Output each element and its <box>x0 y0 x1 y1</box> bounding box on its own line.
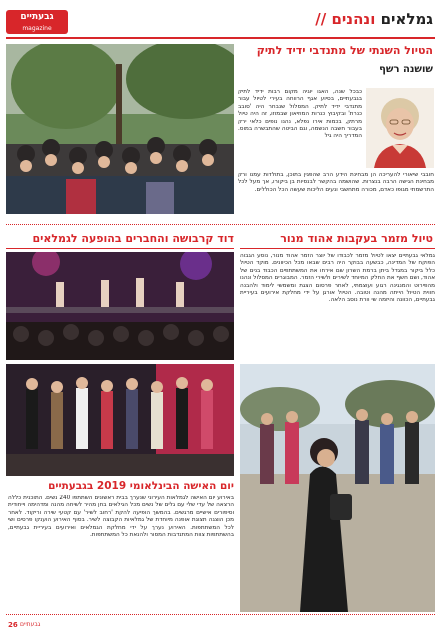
logo-subtext: magazine <box>22 25 52 32</box>
section-title-black: גמלאים <box>375 10 433 28</box>
article2-paragraph: גמלאי גבעתיים יצאו לטיול מזמר לכבודו של יוצר הזמר אהוד מנור, נוסע הגבוה הפוקח של המדינה, כבשעה בבוקר היה רבים שבאו מכל הכיוונים. מוקד הטיול כלל ביקור במגדל ביתן ברמת השרון שם אירחו את המשתתפים הכבוד בנים של אהוד, ושם חשף את החלק המיוחד לשירים ולשירי הזמר. המבוגרים המסלול ונהנו מהפירוט והמנגינה רגוע ועוצמתי, לאחר פרסום הצגת ומשמשי לימוד ולהבנה חווית הטיול הייתה מהנה וטובה. הטיול אורגן על ידי מחלקת אירועים בעיריית גבעתיים, הכוונה והיזמה שי וורת נוסב הלאה. <box>240 253 435 304</box>
article4-headline: יום האישה הבינלאומי 2019 בגבעתיים <box>48 480 234 492</box>
footer-magazine-name: גבעתיים <box>20 621 41 628</box>
article3-underline <box>6 248 234 249</box>
womens-day-photo <box>6 364 234 476</box>
section-divider-1 <box>6 224 435 225</box>
article1-author: שושנה רשף <box>379 64 433 75</box>
article1-paragraph2: חובבי שיאורי להעריכה הן מבחינת הידע הרב שהפגין בתוכן, בתולדות עמנו ורק מבחינת הגישה הרבה בנצרות. שהושמה בהקשר לבנסיות בן ביקורו, אך מעל לכל התרשמתי מגופו כאדם, מכורה מתחשבי ונעים הליכות שעשה הכל הכוללים. <box>238 172 434 193</box>
article3-headline: דוד קרבושה והחברים בהופעה לגמלאים <box>32 232 234 245</box>
header-divider <box>6 37 435 39</box>
section-slashes: // <box>315 10 332 28</box>
article1-paragraph1: כבכל שנה, האגו יוגיה מקום רבות ידיד לתיק בגבעתיים, בסיוע אגף הרווחה בעירי לטיול עבור מתנדבי ידיד לתיק. המסלול שנבחר היה 'סובב כנרת' ובקיבוץ כנרות המוזיאון שבמוזו, זה היה טיול מרתק, בכמות אירו נפלא, נהנו נופים כלאי ירק בעבור חשבה הנשמה, וגם הביטה שהתבשרה במוס. המדריך היה גיל <box>238 89 362 140</box>
section-title-red: ונהנים <box>331 10 376 28</box>
article4-paragraph: באירוע יום האישה לגמלאות העירוני שנערך בבית ראשונים השתתפו 240 נשים. התוכנית כללה הרצאה של עדי שלי עם גלים של נשים מכל הגילאים בחן מהיר לשיחה מהנה ומדהימה וייחודית וסיפורים אישיים מרגשים. בהמשך הופיעה להקת 'רחוב לשיר' עם קטעי שירה וריקוד. לאחר מכן הוצגה תצוגת אופנה מיוחדת של גמלאיות הקבוצה לשיר. בסוף האירוע הוענקו פרסים ושי לכל המשתתפות. האירוע נערך על ידי מחלקת הגמלאים ואירועים בעיריית גבעתיים, בהשתתפות צוות המתנדבות המסור ולהנאת כל המשתתפות. <box>8 495 234 539</box>
article2-headline: טיול מזמר בעקבות אהוד מנור <box>280 232 433 245</box>
article2-underline <box>240 248 435 249</box>
article1-headline: הטיול השנתי של מתנדבי ידיד לתיק <box>256 44 433 57</box>
section-title <box>315 10 433 28</box>
author-portrait <box>366 88 434 168</box>
page-number: 26 <box>8 621 18 629</box>
group-trip-photo <box>6 44 234 214</box>
magazine-logo <box>6 10 68 34</box>
footer-area <box>0 612 441 640</box>
concert-photo <box>6 252 234 360</box>
footer-divider <box>6 614 435 615</box>
logo-text: גבעתיים <box>20 12 54 22</box>
outdoor-trip-photo <box>240 364 435 612</box>
